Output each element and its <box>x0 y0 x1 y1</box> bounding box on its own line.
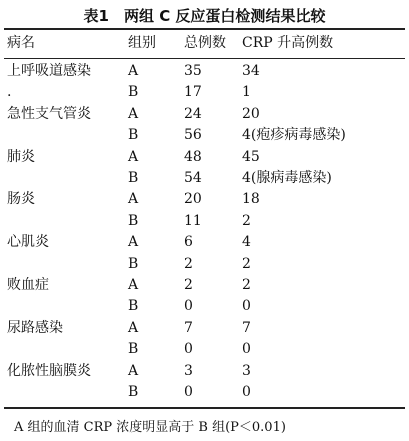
cell-group: A <box>128 362 139 379</box>
cell-crp: 4(腺病毒感染) <box>242 170 332 186</box>
table-footnote: A 组的血清 CRP 浓度明显高于 B 组(P＜0.01) <box>14 420 286 435</box>
cell-group: A <box>128 277 139 293</box>
bottom-rule <box>4 407 405 409</box>
cell-total: 35 <box>184 63 202 79</box>
header-rule <box>4 58 405 59</box>
cell-group: B <box>128 341 139 358</box>
cell-total: 11 <box>184 212 202 229</box>
cell-group: B <box>128 127 139 144</box>
cell-crp: 2 <box>242 212 251 229</box>
header-disease: 病名 <box>7 35 35 51</box>
cell-crp: 1 <box>242 84 251 101</box>
cell-group: B <box>128 384 139 400</box>
cell-disease: 肠炎 <box>7 191 35 208</box>
cell-group: A <box>128 148 139 165</box>
cell-group: A <box>128 319 139 336</box>
cell-disease: 急性支气管炎 <box>7 105 91 122</box>
cell-total: 0 <box>184 341 193 358</box>
cell-crp: 0 <box>242 384 251 400</box>
cell-crp: 18 <box>242 191 260 208</box>
cell-crp: 20 <box>242 105 260 122</box>
cell-total: 24 <box>184 105 202 122</box>
cell-total: 0 <box>184 384 193 400</box>
cell-group: A <box>128 63 139 79</box>
header-total: 总例数 <box>184 35 226 51</box>
header-group: 组别 <box>128 35 156 51</box>
cell-group: A <box>128 191 139 208</box>
cell-total: 20 <box>184 191 202 208</box>
cell-disease: 化脓性脑膜炎 <box>7 362 91 379</box>
cell-total: 2 <box>184 277 193 293</box>
cell-total: 0 <box>184 298 193 315</box>
cell-total: 56 <box>184 127 202 144</box>
cell-group: B <box>128 212 139 229</box>
cell-disease: 上呼吸道感染 <box>7 63 91 79</box>
cell-total: 48 <box>184 148 202 165</box>
cell-crp: 0 <box>242 341 251 358</box>
cell-disease: 心肌炎 <box>7 234 49 251</box>
cell-group: B <box>128 255 139 272</box>
cell-crp: 7 <box>242 319 251 336</box>
cell-crp: 0 <box>242 298 251 315</box>
cell-group: A <box>128 234 139 251</box>
table-title: 表1 两组 C 反应蛋白检测结果比较 <box>83 7 326 25</box>
cell-group: B <box>128 298 139 315</box>
top-rule <box>4 28 405 30</box>
cell-crp: 4(疱疹病毒感染) <box>242 127 346 144</box>
cell-crp: 2 <box>242 255 251 272</box>
cell-crp: 4 <box>242 234 251 251</box>
cell-crp: 34 <box>242 63 260 79</box>
cell-total: 7 <box>184 319 193 336</box>
cell-crp: 3 <box>242 362 251 379</box>
cell-disease: 肺炎 <box>7 148 35 165</box>
cell-crp: 2 <box>242 277 251 293</box>
cell-crp: 45 <box>242 148 260 165</box>
cell-total: 17 <box>184 84 202 101</box>
cell-group: A <box>128 105 139 122</box>
cell-total: 54 <box>184 170 202 186</box>
cell-disease: . <box>7 84 12 101</box>
cell-total: 6 <box>184 234 193 251</box>
cell-disease: 败血症 <box>7 277 49 293</box>
cell-total: 2 <box>184 255 193 272</box>
cell-group: B <box>128 170 139 186</box>
cell-group: B <box>128 84 139 101</box>
cell-disease: 尿路感染 <box>7 319 63 336</box>
header-crp: CRP 升高例数 <box>242 35 334 51</box>
cell-total: 3 <box>184 362 193 379</box>
